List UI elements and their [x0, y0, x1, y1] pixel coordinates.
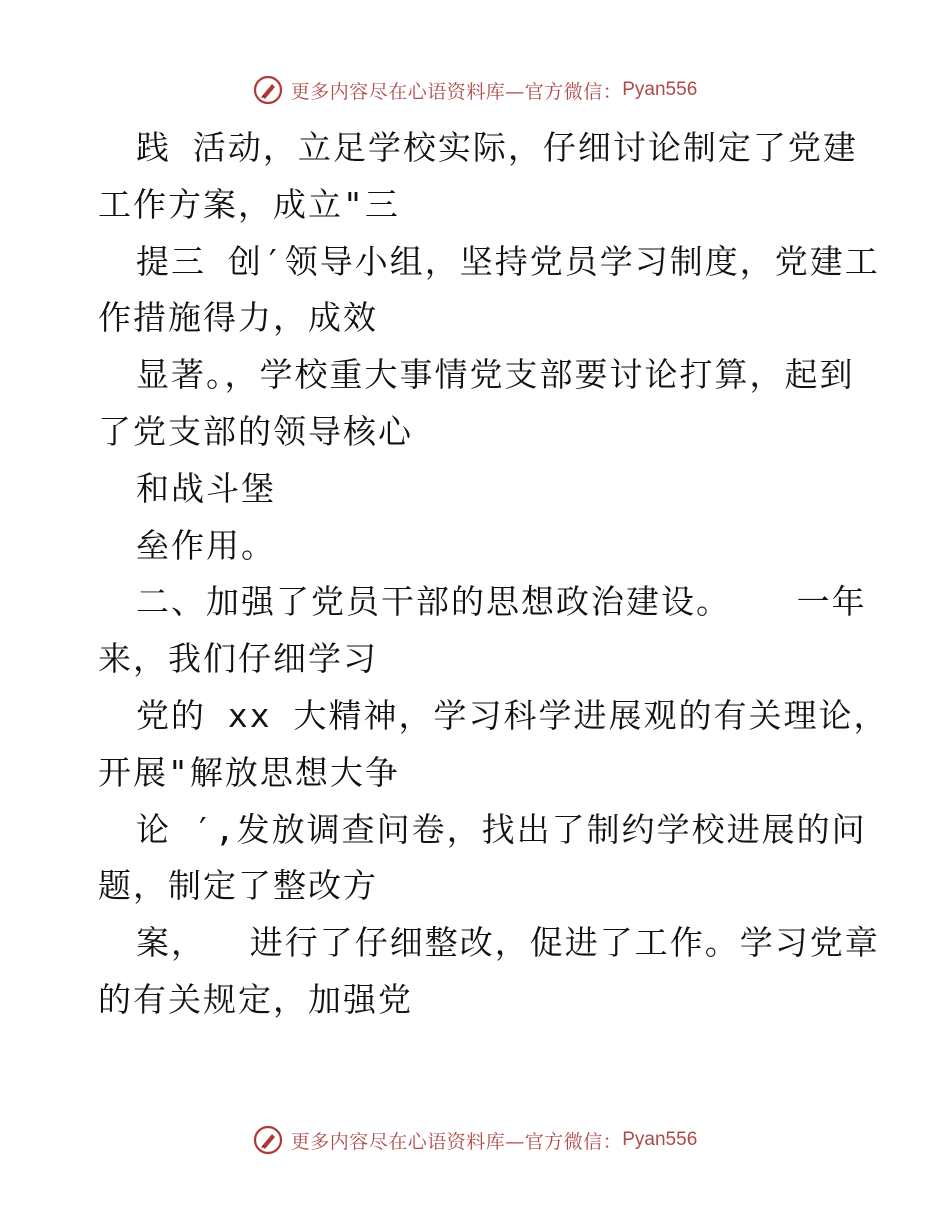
- text-line: 题，制定了整改方: [98, 866, 378, 906]
- watermark-handle: Pyan556: [622, 1129, 698, 1150]
- header-watermark: [0, 70, 950, 110]
- footer-watermark: [0, 1120, 950, 1160]
- text-line: 显著。，学校重大事情党支部要讨论打算，起到: [136, 355, 855, 395]
- text-line: 了党支部的领导核心: [98, 411, 413, 451]
- text-line: 践 活动，立足学校实际，仔细讨论制定了党建: [136, 128, 858, 167]
- text-line: 提三 创′领导小组，坚持党员学习制度，党建工: [136, 241, 880, 281]
- document-body: [98, 120, 889, 1029]
- text-line: 开展"解放思想大争: [98, 752, 400, 792]
- text-line: 二、加强了党员干部的思想政治建设。 一年: [136, 582, 867, 622]
- text-line: 案， 进行了仔细整改，促进了工作。学习党章: [136, 923, 880, 963]
- text-line: 工作方案，成立"三: [98, 184, 400, 224]
- pen-logo-icon: [253, 1125, 283, 1155]
- text-line: 党的 xx 大精神，学习科学进展观的有关理论，: [136, 695, 889, 735]
- text-line: 垒作用。: [136, 525, 276, 565]
- text-line: 和战斗堡: [136, 468, 276, 508]
- text-line: 作措施得力，成效: [98, 298, 378, 338]
- pen-logo-icon: [253, 75, 283, 105]
- watermark-text: 更多内容尽在心语资料库—官方微信：: [290, 80, 623, 103]
- watermark-handle: Pyan556: [622, 79, 698, 100]
- text-line: 论 ′,发放调查问卷，找出了制约学校进展的问: [136, 809, 867, 849]
- text-line: 来，我们仔细学习: [98, 639, 378, 679]
- watermark-text: 更多内容尽在心语资料库—官方微信：: [290, 1130, 623, 1153]
- text-line: 的有关规定，加强党: [98, 979, 413, 1019]
